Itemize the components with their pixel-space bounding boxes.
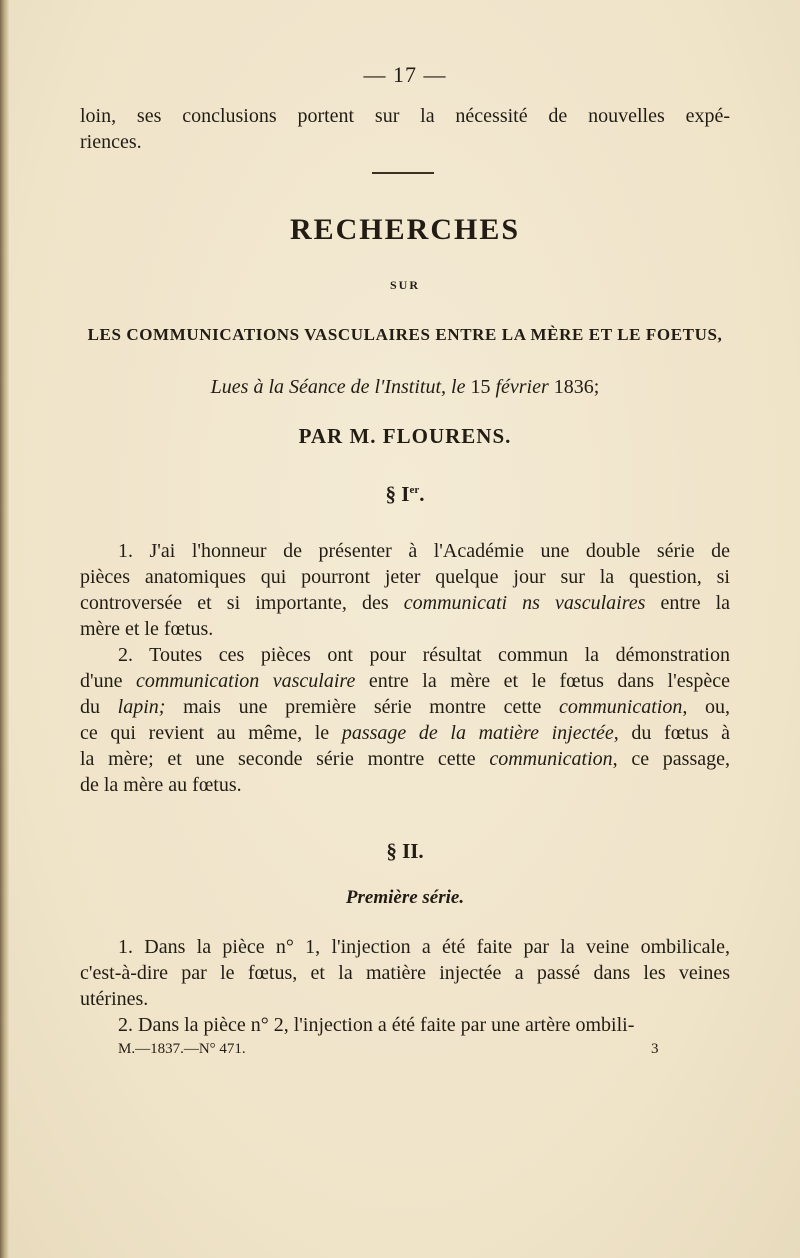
italic-phrase: communication — [489, 748, 613, 770]
section-2-heading: § II. — [386, 839, 424, 863]
reading-date-day: 15 — [470, 376, 491, 398]
intro-paragraph — [80, 103, 730, 155]
section-1-line: du lapin; mais une première série montre cette communication, ou, — [80, 696, 730, 718]
page-number: — 17 — — [363, 62, 447, 87]
reading-date-part2: février — [490, 376, 554, 398]
italic-phrase: passage de la matière injectée — [341, 722, 614, 744]
intro-line-2: riences. — [80, 131, 142, 153]
section-2-line: 1. Dans la pièce n° 1, l'injection a été faite par la veine ombilicale, — [118, 936, 730, 958]
section-1-line: de la mère au fœtus. — [80, 774, 242, 796]
reading-date-part1: Lues à la Séance de l'Institut, le — [210, 376, 471, 398]
footer-signature: M.—1837.—N° 471. — [118, 1041, 246, 1057]
section-1-line: 1. J'ai l'honneur de présenter à l'Académie une double série de — [118, 540, 730, 562]
italic-phrase: lapin; — [117, 696, 166, 718]
series-title: Première série. — [345, 887, 465, 908]
author-line: PAR M. FLOURENS. — [298, 424, 512, 448]
section-1-dot: . — [419, 482, 425, 506]
section-1-paragraph — [80, 642, 730, 798]
section-1-line: 2. Toutes ces pièces ont pour résultat commun la démonstration — [118, 644, 730, 666]
section-1-line: controversée et si importante, des communicati ns vasculaires entre la — [80, 592, 731, 614]
italic-phrase: communicati ns vasculaires — [403, 592, 646, 614]
section-divider — [372, 172, 434, 174]
article-subtitle: LES COMMUNICATIONS VASCULAIRES ENTRE LA MÈRE ET LE FOETUS, — [87, 325, 723, 344]
reading-date-line — [80, 376, 730, 399]
intro-line-1: loin, ses conclusions portent sur la nécessité de nouvelles expé- — [80, 105, 730, 127]
title-connector: SUR — [389, 278, 420, 292]
section-1-sup: er — [409, 484, 420, 496]
section-2-line: c'est-à-dire par le fœtus, et la matière injectée a passé dans les veines — [80, 962, 730, 984]
section-1-line: pièces anatomiques qui pourront jeter quelque jour sur la question, si — [80, 566, 730, 588]
section-1-heading — [80, 482, 730, 507]
binding-shadow — [0, 0, 9, 1258]
section-1-line: la mère; et une seconde série montre cette communication, ce passage, — [80, 748, 731, 770]
section-1-body — [80, 538, 730, 798]
section-2-paragraph — [80, 934, 730, 1012]
section-2-line: 2. Dans la pièce n° 2, l'injection a été faite par une artère ombili- — [118, 1014, 635, 1036]
section-1-line: d'une communication vasculaire entre la mère et le fœtus dans l'espèce — [80, 670, 731, 692]
section-2-body — [80, 934, 730, 1038]
section-1-label: § I — [385, 482, 410, 506]
reading-date-year: 1836; — [553, 376, 600, 398]
italic-phrase: communication vasculaire — [135, 670, 356, 692]
section-1-paragraph — [80, 538, 730, 642]
section-2-line: utérines. — [80, 988, 149, 1010]
footer-sheet-number: 3 — [651, 1041, 659, 1057]
section-2-paragraph — [80, 1012, 730, 1038]
article-title: RECHERCHES — [289, 213, 521, 246]
section-1-line: mère et le fœtus. — [80, 618, 214, 640]
section-1-line: ce qui revient au même, le passage de la matière injectée, du fœtus à — [80, 722, 731, 744]
italic-phrase: communication — [559, 696, 683, 718]
